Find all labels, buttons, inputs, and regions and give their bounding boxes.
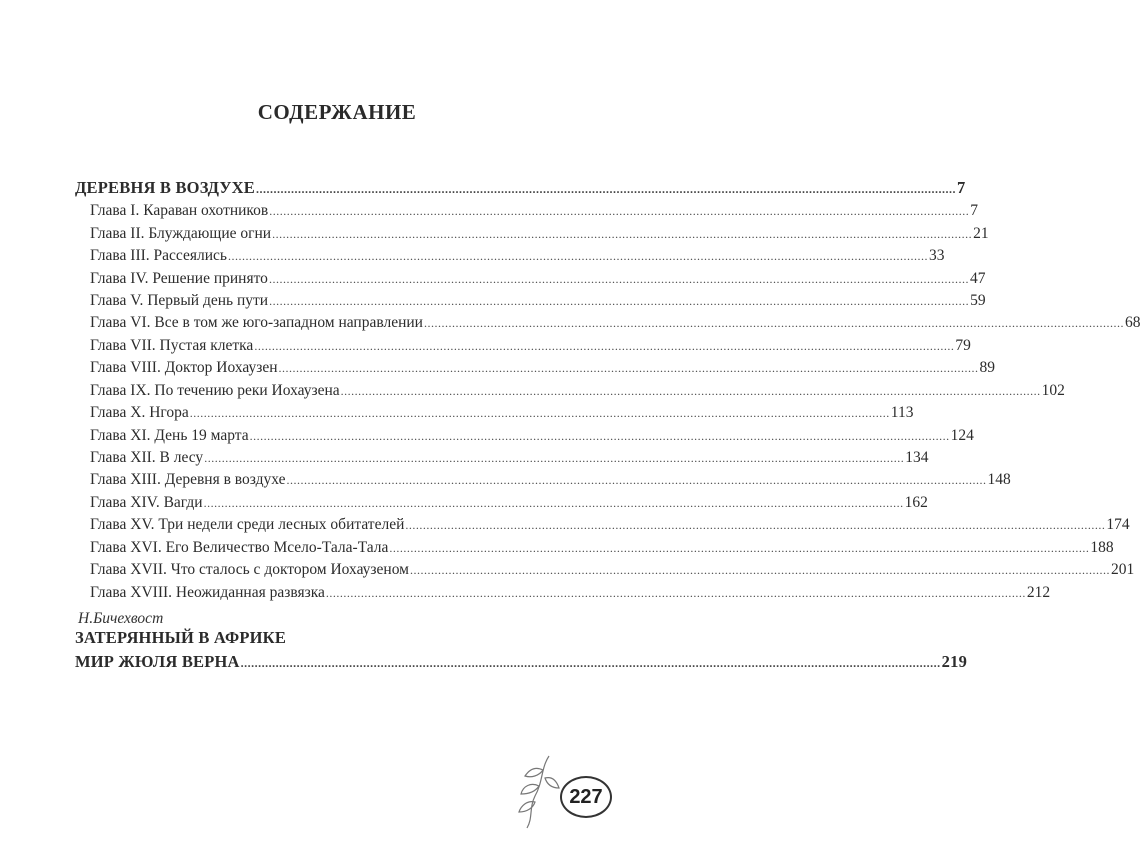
dot-leader: ........................................................................................................................................................................................................ xyxy=(268,272,969,286)
toc-chapter-entry xyxy=(90,358,996,378)
dot-leader: ........................................................................................................................................................................................................ xyxy=(410,563,1110,577)
afterword-page: 219 xyxy=(941,652,968,671)
chapter-page: 47 xyxy=(969,270,986,287)
chapter-title: Глава X. Нгора xyxy=(90,404,189,421)
dot-leader: ........................................................................................................................................................................................................ xyxy=(278,361,979,375)
chapter-page: 7 xyxy=(970,202,978,219)
chapter-title: Глава I. Караван охотников xyxy=(90,202,269,219)
chapter-page: 59 xyxy=(970,292,986,309)
chapter-title: Глава VII. Пустая клетка xyxy=(90,337,254,354)
toc-chapter-entry xyxy=(90,291,986,311)
chapter-title: Глава II. Блуждающие огни xyxy=(90,225,272,242)
dot-leader: ........................................................................................................................................................................................................ xyxy=(249,429,950,443)
dot-leader: ........................................................................................................................................................................................................ xyxy=(269,294,970,308)
dot-leader: ........................................................................................................................................................................................................ xyxy=(272,227,973,241)
toc-chapter-entry xyxy=(90,246,945,266)
toc-chapter-entry xyxy=(90,493,928,513)
toc-chapter-entry xyxy=(90,583,1051,603)
chapter-page: 21 xyxy=(973,225,989,242)
chapter-page: 212 xyxy=(1026,584,1051,601)
afterword-title: ЗАТЕРЯННЫЙ В АФРИКЕ xyxy=(75,628,287,647)
chapter-title: Глава VI. Все в том же юго-западном направлении xyxy=(90,314,423,331)
toc-chapter-entry xyxy=(90,515,1130,535)
dot-leader: ........................................................................................................................................................................................................ xyxy=(204,451,905,465)
chapter-title: Глава XIII. Деревня в воздухе xyxy=(90,471,286,488)
chapter-page: 79 xyxy=(955,337,971,354)
dot-leader: ........................................................................................................................................................................................................ xyxy=(255,182,956,196)
dot-leader: ........................................................................................................................................................................................................ xyxy=(203,496,904,510)
chapter-page: 174 xyxy=(1106,516,1130,533)
dot-leader: ........................................................................................................................................................................................................ xyxy=(423,316,1124,330)
toc-part-page: 7 xyxy=(956,178,966,197)
dot-leader: ........................................................................................................................................................................................................ xyxy=(325,586,1026,600)
afterword-subtitle: МИР ЖЮЛЯ ВЕРНА xyxy=(75,652,240,671)
dot-leader: ........................................................................................................................................................................................................ xyxy=(389,541,1090,555)
dot-leader: ........................................................................................................................................................................................................ xyxy=(254,339,955,353)
toc-chapter-entry xyxy=(90,201,978,221)
chapter-page: 148 xyxy=(987,471,1011,488)
chapter-page: 134 xyxy=(905,449,929,466)
toc-part-entry xyxy=(75,178,966,199)
chapter-page: 33 xyxy=(928,247,945,264)
chapter-title: Глава IV. Решение принято xyxy=(90,270,268,287)
dot-leader: ........................................................................................................................................................................................................ xyxy=(269,204,970,218)
chapter-page: 201 xyxy=(1111,561,1135,578)
chapter-title: Глава XV. Три недели среди лесных обитателей xyxy=(90,516,405,533)
chapter-title: Глава IX. По течению реки Иохаузена xyxy=(90,382,340,399)
toc-chapter-entry xyxy=(90,224,989,244)
leaf-ornament-icon xyxy=(513,752,563,832)
toc-chapter-entry xyxy=(90,560,1135,580)
page-number-badge: 227 xyxy=(560,776,612,818)
dot-leader: ........................................................................................................................................................................................................ xyxy=(340,384,1041,398)
chapter-page: 113 xyxy=(890,404,914,421)
chapter-title: Глава V. Первый день пути xyxy=(90,292,269,309)
toc-chapter-entry xyxy=(90,403,914,423)
chapter-title: Глава XII. В лесу xyxy=(90,449,204,466)
chapter-page: 89 xyxy=(979,359,996,376)
toc-chapter-entry xyxy=(90,448,929,468)
toc-chapter-entry xyxy=(90,470,1011,490)
dot-leader: ........................................................................................................................................................................................................ xyxy=(286,473,987,487)
dot-leader: ........................................................................................................................................................................................................ xyxy=(227,249,928,263)
chapter-page: 162 xyxy=(904,494,928,511)
chapter-title: Глава XI. День 19 марта xyxy=(90,427,249,444)
dot-leader: ........................................................................................................................................................................................................ xyxy=(240,656,941,670)
chapter-title: Глава XVIII. Неожиданная развязка xyxy=(90,584,325,601)
dot-leader: ........................................................................................................................................................................................................ xyxy=(189,406,890,420)
chapter-title: Глава VIII. Доктор Иохаузен xyxy=(90,359,278,376)
toc-chapter-entry xyxy=(90,426,974,446)
toc-chapter-entry xyxy=(90,313,1140,333)
page-heading: СОДЕРЖАНИЕ xyxy=(257,100,417,124)
chapter-page: 124 xyxy=(950,427,974,444)
toc-chapter-entry xyxy=(90,538,1114,558)
toc-afterword-entry xyxy=(75,652,968,673)
chapter-title: Глава XIV. Вагди xyxy=(90,494,203,511)
chapter-title: Глава XVII. Что сталось с доктором Иохаузеном xyxy=(90,561,409,578)
toc-part-title: ДЕРЕВНЯ В ВОЗДУХЕ xyxy=(75,178,255,197)
chapter-title: Глава XVI. Его Величество Мсело-Тала-Тала xyxy=(90,539,389,556)
dot-leader: ........................................................................................................................................................................................................ xyxy=(405,518,1106,532)
chapter-page: 102 xyxy=(1041,382,1065,399)
afterword-author: Н.Бичехвост xyxy=(78,610,164,627)
toc-chapter-entry xyxy=(90,336,971,356)
toc-chapter-entry xyxy=(90,381,1065,401)
chapter-page: 188 xyxy=(1090,539,1114,556)
chapter-page: 68 xyxy=(1124,314,1140,331)
chapter-title: Глава III. Рассеялись xyxy=(90,247,227,264)
toc-chapter-entry xyxy=(90,269,986,289)
